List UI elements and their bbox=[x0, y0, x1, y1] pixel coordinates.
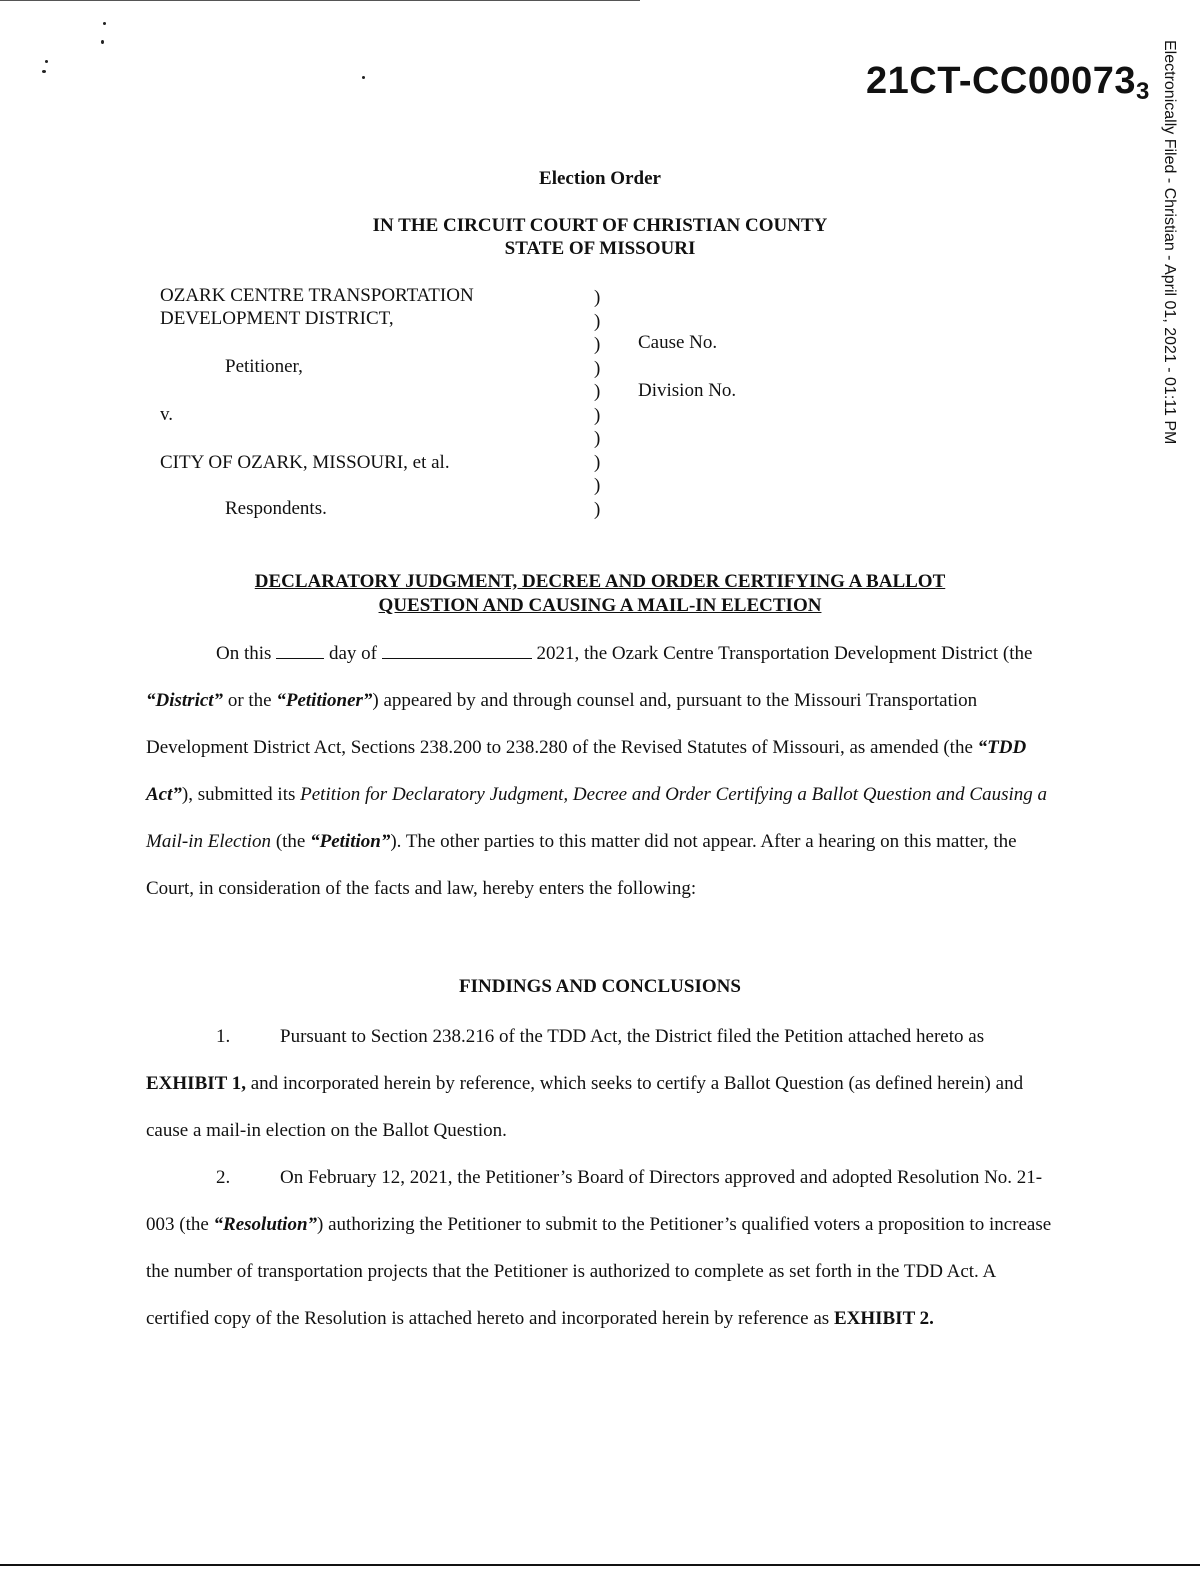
day-blank bbox=[276, 642, 324, 659]
respondent-name: CITY OF OZARK, MISSOURI, et al. bbox=[160, 452, 450, 473]
caption-paren: ) bbox=[594, 451, 601, 473]
intro-segment: ), submitted its bbox=[181, 784, 301, 805]
caption-paren: ) bbox=[594, 310, 601, 332]
defined-term-petition: “Petition” bbox=[310, 831, 391, 852]
division-number-label: Division No. bbox=[638, 380, 737, 401]
caption-paren: ) bbox=[594, 404, 601, 426]
intro-segment: ) appeared by and through counsel and, pursuant to the Missouri Transportation Development District Act, Sections 238.200 to 238.280 of the Revised Statutes of Missouri, as amended (the bbox=[146, 690, 978, 758]
month-blank bbox=[382, 642, 532, 659]
finding-text: ) authorizing the Petitioner to submit to the Petitioner’s qualified voters a proposition to increase the number of transportation projects that the Petitioner is authorized to complete as set forth in the TDD Act. A certified copy of the Resolution is attached hereto and incorporated herein by reference as bbox=[146, 1214, 1052, 1329]
finding-paragraph-1 bbox=[146, 1013, 1056, 1154]
court-name: IN THE CIRCUIT COURT OF CHRISTIAN COUNTY bbox=[372, 215, 828, 236]
finding-text: and incorporated herein by reference, which seeks to certify a Ballot Question (as defined herein) and cause a mail-in election on the Ballot Question. bbox=[146, 1073, 1024, 1141]
scan-edge-line bbox=[0, 0, 640, 1]
caption-paren: ) bbox=[594, 287, 601, 308]
scan-speck bbox=[101, 40, 104, 44]
document-type: Election Order bbox=[539, 168, 661, 189]
finding-number: 1. bbox=[216, 1026, 231, 1047]
document-title bbox=[0, 570, 1200, 618]
electronic-filing-stamp: Electronically Filed - Christian - April 01, 2021 - 01:11 PM bbox=[1161, 40, 1178, 445]
exhibit-2-ref: EXHIBIT 2. bbox=[833, 1308, 934, 1329]
defined-term-district: “District” bbox=[146, 690, 224, 711]
caption-paren: ) bbox=[594, 498, 601, 520]
caption-paren: ) bbox=[594, 334, 601, 355]
findings-list bbox=[146, 1013, 1056, 1342]
finding-text: Pursuant to Section 238.216 of the TDD Act, the District filed the Petition attached hereto as bbox=[280, 1026, 985, 1047]
intro-segment: 2021, the Ozark Centre Transportation Development District (the bbox=[536, 643, 1033, 664]
findings-heading: FINDINGS AND CONCLUSIONS bbox=[459, 976, 741, 997]
defined-term-tdd-act: “TDD Act” bbox=[146, 737, 1027, 805]
intro-segment: day of bbox=[328, 643, 377, 664]
intro-text bbox=[146, 630, 1056, 912]
caption-paren: ) bbox=[594, 381, 601, 402]
exhibit-1-ref: EXHIBIT 1, bbox=[146, 1073, 246, 1094]
scan-speck bbox=[362, 76, 365, 79]
finding-text: On February 12, 2021, the Petitioner’s Board of Directors approved and adopted Resolution No. 21-003 (the bbox=[146, 1167, 1043, 1235]
petitioner-name-line1: OZARK CENTRE TRANSPORTATION bbox=[160, 285, 474, 306]
intro-paragraph bbox=[146, 630, 1056, 912]
finding-paragraph-2 bbox=[146, 1154, 1056, 1342]
case-number: 21CT-CC00073 bbox=[866, 60, 1137, 102]
intro-segment: On this bbox=[216, 643, 272, 664]
intro-segment: or the bbox=[223, 690, 277, 711]
document-title-line2: QUESTION AND CAUSING A MAIL-IN ELECTION bbox=[378, 595, 822, 616]
petitioner-name-line2: DEVELOPMENT DISTRICT, bbox=[160, 308, 394, 329]
defined-term-petitioner: “Petitioner” bbox=[276, 690, 373, 711]
cause-number-label: Cause No. bbox=[638, 332, 718, 353]
petitioner-role: Petitioner, bbox=[225, 356, 303, 377]
versus: v. bbox=[160, 404, 174, 425]
document-title-line1: DECLARATORY JUDGMENT, DECREE AND ORDER CERTIFYING A BALLOT bbox=[254, 571, 946, 592]
scan-speck bbox=[103, 22, 106, 25]
finding-number: 2. bbox=[216, 1167, 231, 1188]
respondent-role: Respondents. bbox=[225, 498, 327, 519]
caption-paren: ) bbox=[594, 475, 601, 496]
petition-title: Petition for Declaratory Judgment, Decree and Order Certifying a Ballot Question and Causing a Mail-in Election bbox=[146, 784, 1048, 852]
caption-paren: ) bbox=[594, 357, 601, 379]
court-state: STATE OF MISSOURI bbox=[504, 238, 696, 259]
intro-segment: ). The other parties to this matter did not appear. After a hearing on this matter, the Court, in consideration of the facts and law, hereby enters the following: bbox=[146, 831, 1017, 899]
case-number-suffix: 3 bbox=[1136, 78, 1150, 105]
intro-segment: (the bbox=[271, 831, 311, 852]
scan-speck bbox=[45, 60, 48, 63]
caption-paren: ) bbox=[594, 428, 601, 449]
scan-speck bbox=[42, 70, 46, 73]
case-number-stamp bbox=[866, 60, 1150, 106]
scan-bottom-edge bbox=[0, 1564, 1200, 1566]
defined-term-resolution: “Resolution” bbox=[213, 1214, 318, 1235]
caption-parentheses bbox=[594, 286, 600, 521]
